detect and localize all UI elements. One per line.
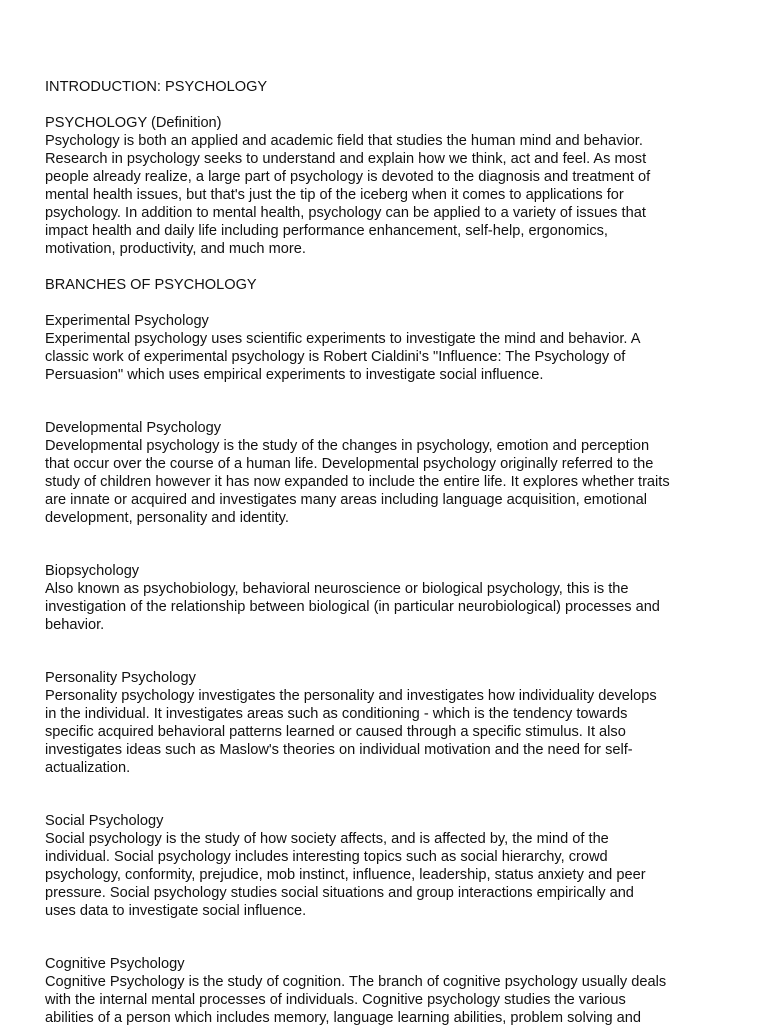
paragraph-line: uses data to investigate social influence. bbox=[45, 903, 307, 919]
section-experimental bbox=[45, 312, 725, 384]
paragraph-line: with the internal mental processes of individuals. Cognitive psychology studies the various bbox=[45, 992, 626, 1008]
paragraph-line: psychology, conformity, prejudice, mob instinct, influence, leadership, status anxiety and peer bbox=[45, 867, 646, 883]
paragraph-line: abilities of a person which includes memory, language learning abilities, problem solving and bbox=[45, 1010, 641, 1026]
section-personality bbox=[45, 669, 725, 777]
spacer bbox=[45, 384, 725, 419]
paragraph-line: pressure. Social psychology studies social situations and group interactions empirically and bbox=[45, 885, 634, 901]
section-heading: Developmental Psychology bbox=[45, 420, 222, 436]
paragraph-line: mental health issues, but that's just the tip of the iceberg when it comes to applications for bbox=[45, 187, 624, 203]
paragraph-line: Research in psychology seeks to understand and explain how we think, act and feel. As most bbox=[45, 151, 647, 167]
spacer bbox=[45, 634, 725, 669]
branches-heading: BRANCHES OF PSYCHOLOGY bbox=[45, 277, 257, 293]
paragraph-line: development, personality and identity. bbox=[45, 510, 289, 526]
paragraph-line: Personality psychology investigates the personality and investigates how individuality develops bbox=[45, 688, 657, 704]
section-developmental bbox=[45, 419, 725, 527]
spacer bbox=[45, 96, 725, 114]
paragraph-line: impact health and daily life including performance enhancement, self-help, ergonomics, bbox=[45, 223, 608, 239]
section-heading: Experimental Psychology bbox=[45, 313, 209, 329]
paragraph-line: actualization. bbox=[45, 760, 131, 776]
paragraph-line: classic work of experimental psychology is Robert Cialdini's "Influence: The Psychology of bbox=[45, 349, 626, 365]
paragraph-line: in the individual. It investigates areas such as conditioning - which is the tendency towards bbox=[45, 706, 628, 722]
document-title: INTRODUCTION: PSYCHOLOGY bbox=[45, 79, 268, 95]
paragraph-line: motivation, productivity, and much more. bbox=[45, 241, 306, 257]
paragraph-line: are innate or acquired and investigates many areas including language acquisition, emotional bbox=[45, 492, 647, 508]
definition-paragraph bbox=[45, 132, 725, 258]
section-heading: Cognitive Psychology bbox=[45, 956, 185, 972]
paragraph-line: behavior. bbox=[45, 617, 105, 633]
paragraph-line: investigates ideas such as Maslow's theories on individual motivation and the need for self- bbox=[45, 742, 633, 758]
document-page bbox=[45, 78, 725, 1027]
section-social bbox=[45, 812, 725, 920]
section-heading: Personality Psychology bbox=[45, 670, 196, 686]
section-cognitive bbox=[45, 955, 725, 1027]
spacer bbox=[45, 258, 725, 276]
spacer bbox=[45, 920, 725, 955]
paragraph-line: study of children however it has now expanded to include the entire life. It explores whether traits bbox=[45, 474, 670, 490]
section-heading: Biopsychology bbox=[45, 563, 140, 579]
spacer bbox=[45, 294, 725, 312]
paragraph-line: Also known as psychobiology, behavioral neuroscience or biological psychology, this is the bbox=[45, 581, 629, 597]
paragraph-line: Psychology is both an applied and academic field that studies the human mind and behavior. bbox=[45, 133, 643, 149]
spacer bbox=[45, 777, 725, 812]
spacer bbox=[45, 527, 725, 562]
paragraph-line: psychology. In addition to mental health, psychology can be applied to a variety of issues that bbox=[45, 205, 646, 221]
paragraph-line: Cognitive Psychology is the study of cognition. The branch of cognitive psychology usually deals bbox=[45, 974, 667, 990]
paragraph-line: that occur over the course of a human life. Developmental psychology originally referred to the bbox=[45, 456, 654, 472]
section-heading: Social Psychology bbox=[45, 813, 164, 829]
paragraph-line: Experimental psychology uses scientific experiments to investigate the mind and behavior. A bbox=[45, 331, 641, 347]
paragraph-line: people already realize, a large part of psychology is devoted to the diagnosis and treatment of bbox=[45, 169, 651, 185]
section-biopsychology bbox=[45, 562, 725, 634]
paragraph-line: specific acquired behavioral patterns learned or caused through a specific stimulus. It also bbox=[45, 724, 626, 740]
paragraph-line: individual. Social psychology includes interesting topics such as social hierarchy, crowd bbox=[45, 849, 608, 865]
paragraph-line: Developmental psychology is the study of the changes in psychology, emotion and perception bbox=[45, 438, 650, 454]
paragraph-line: investigation of the relationship between biological (in particular neurobiological) processes and bbox=[45, 599, 660, 615]
paragraph-line: Persuasion" which uses empirical experiments to investigate social influence. bbox=[45, 367, 544, 383]
definition-heading: PSYCHOLOGY (Definition) bbox=[45, 115, 222, 131]
paragraph-line: Social psychology is the study of how society affects, and is affected by, the mind of the bbox=[45, 831, 609, 847]
